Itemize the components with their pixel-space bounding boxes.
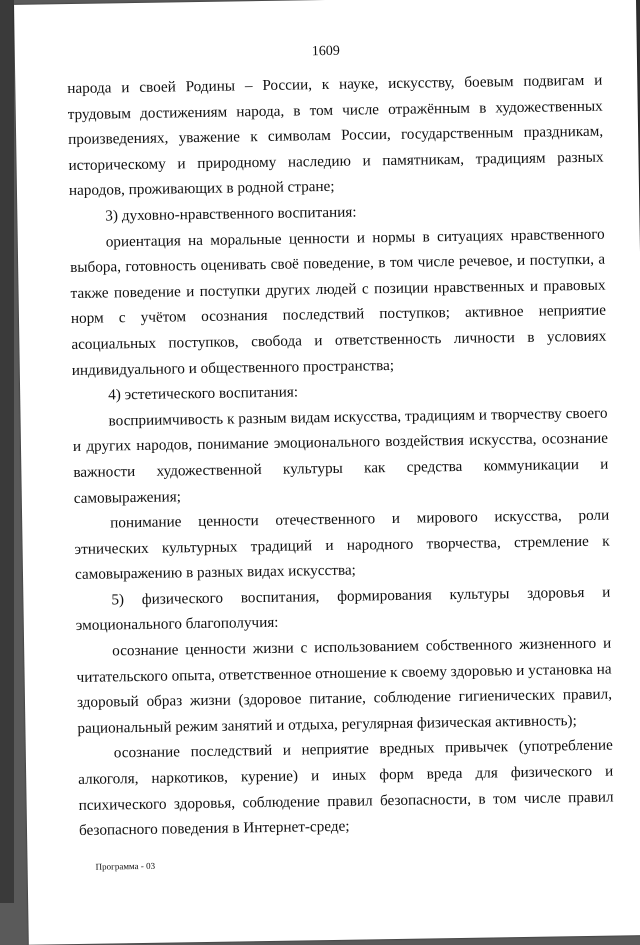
page-footer: Программа - 03 [95,860,156,872]
scan-shadow-left [0,0,14,903]
paragraph-aesthetic-2: понимание ценности отечественного и мирового искусства, роли этнических культурных традиций и народного творчества, стремление к самовыражению в разных видах искусства; [74,506,610,584]
paragraph-aesthetic-1: восприимчивость к разным видам искусства, традициям и творчеству своего и других народов, понимание эмоционального воздействия искусства, осознание важности художественной культуры как средства коммуникации и самовыражения; [72,404,609,507]
paragraph-spiritual: ориентация на моральные ценности и нормы в ситуациях нравственного выбора, готовность оценивать своё поведение, в том числе речевое, и поступки, а также поведение и поступки других людей с позиции нравственных и правовых норм с учётом осознания последствий поступков; активное неприятие асоциальных поступков, свобода и ответственность личности в условиях индивидуального и общественного пространства; [70,225,607,379]
section-heading-physical: 5) физического воспитания, формирования культуры здоровья и эмоционального благополучия: [75,583,611,635]
document-page [14,0,640,945]
paragraph-physical-2: осознание последствий и неприятие вредных привычек (употребление алкоголя, наркотиков, курение) и иных форм вреда для физического и психического здоровья, соблюдение правил безопасности, в том числе правил безопасного поведения в Интернет-среде; [78,737,614,840]
page-body [67,68,614,844]
paragraph-continuation: народа и своей Родины – России, к науке, искусству, боевым подвигам и трудовым достижениям народа, в том числе отражённым в художественных произведениях, уважение к символам России, государственным праздникам, историческому и природному наследию и памятникам, традициям разных народов, проживающих в родной стране; [67,71,604,200]
paragraph-physical-1: осознание ценности жизни с использованием собственного жизненного и читательского опыта, ответственное отношение к своему здоровью и установка на здоровый образ жизни (здоровое питание, соблюдение гигиенических правил, рациональный режим занятий и отдыха, регулярная физическая активность); [76,634,613,737]
section-heading-aesthetic: 4) эстетического воспитания: [108,383,299,404]
section-heading-spiritual: 3) духовно-нравственного воспитания: [105,203,357,225]
page-number: 1609 [311,43,340,60]
